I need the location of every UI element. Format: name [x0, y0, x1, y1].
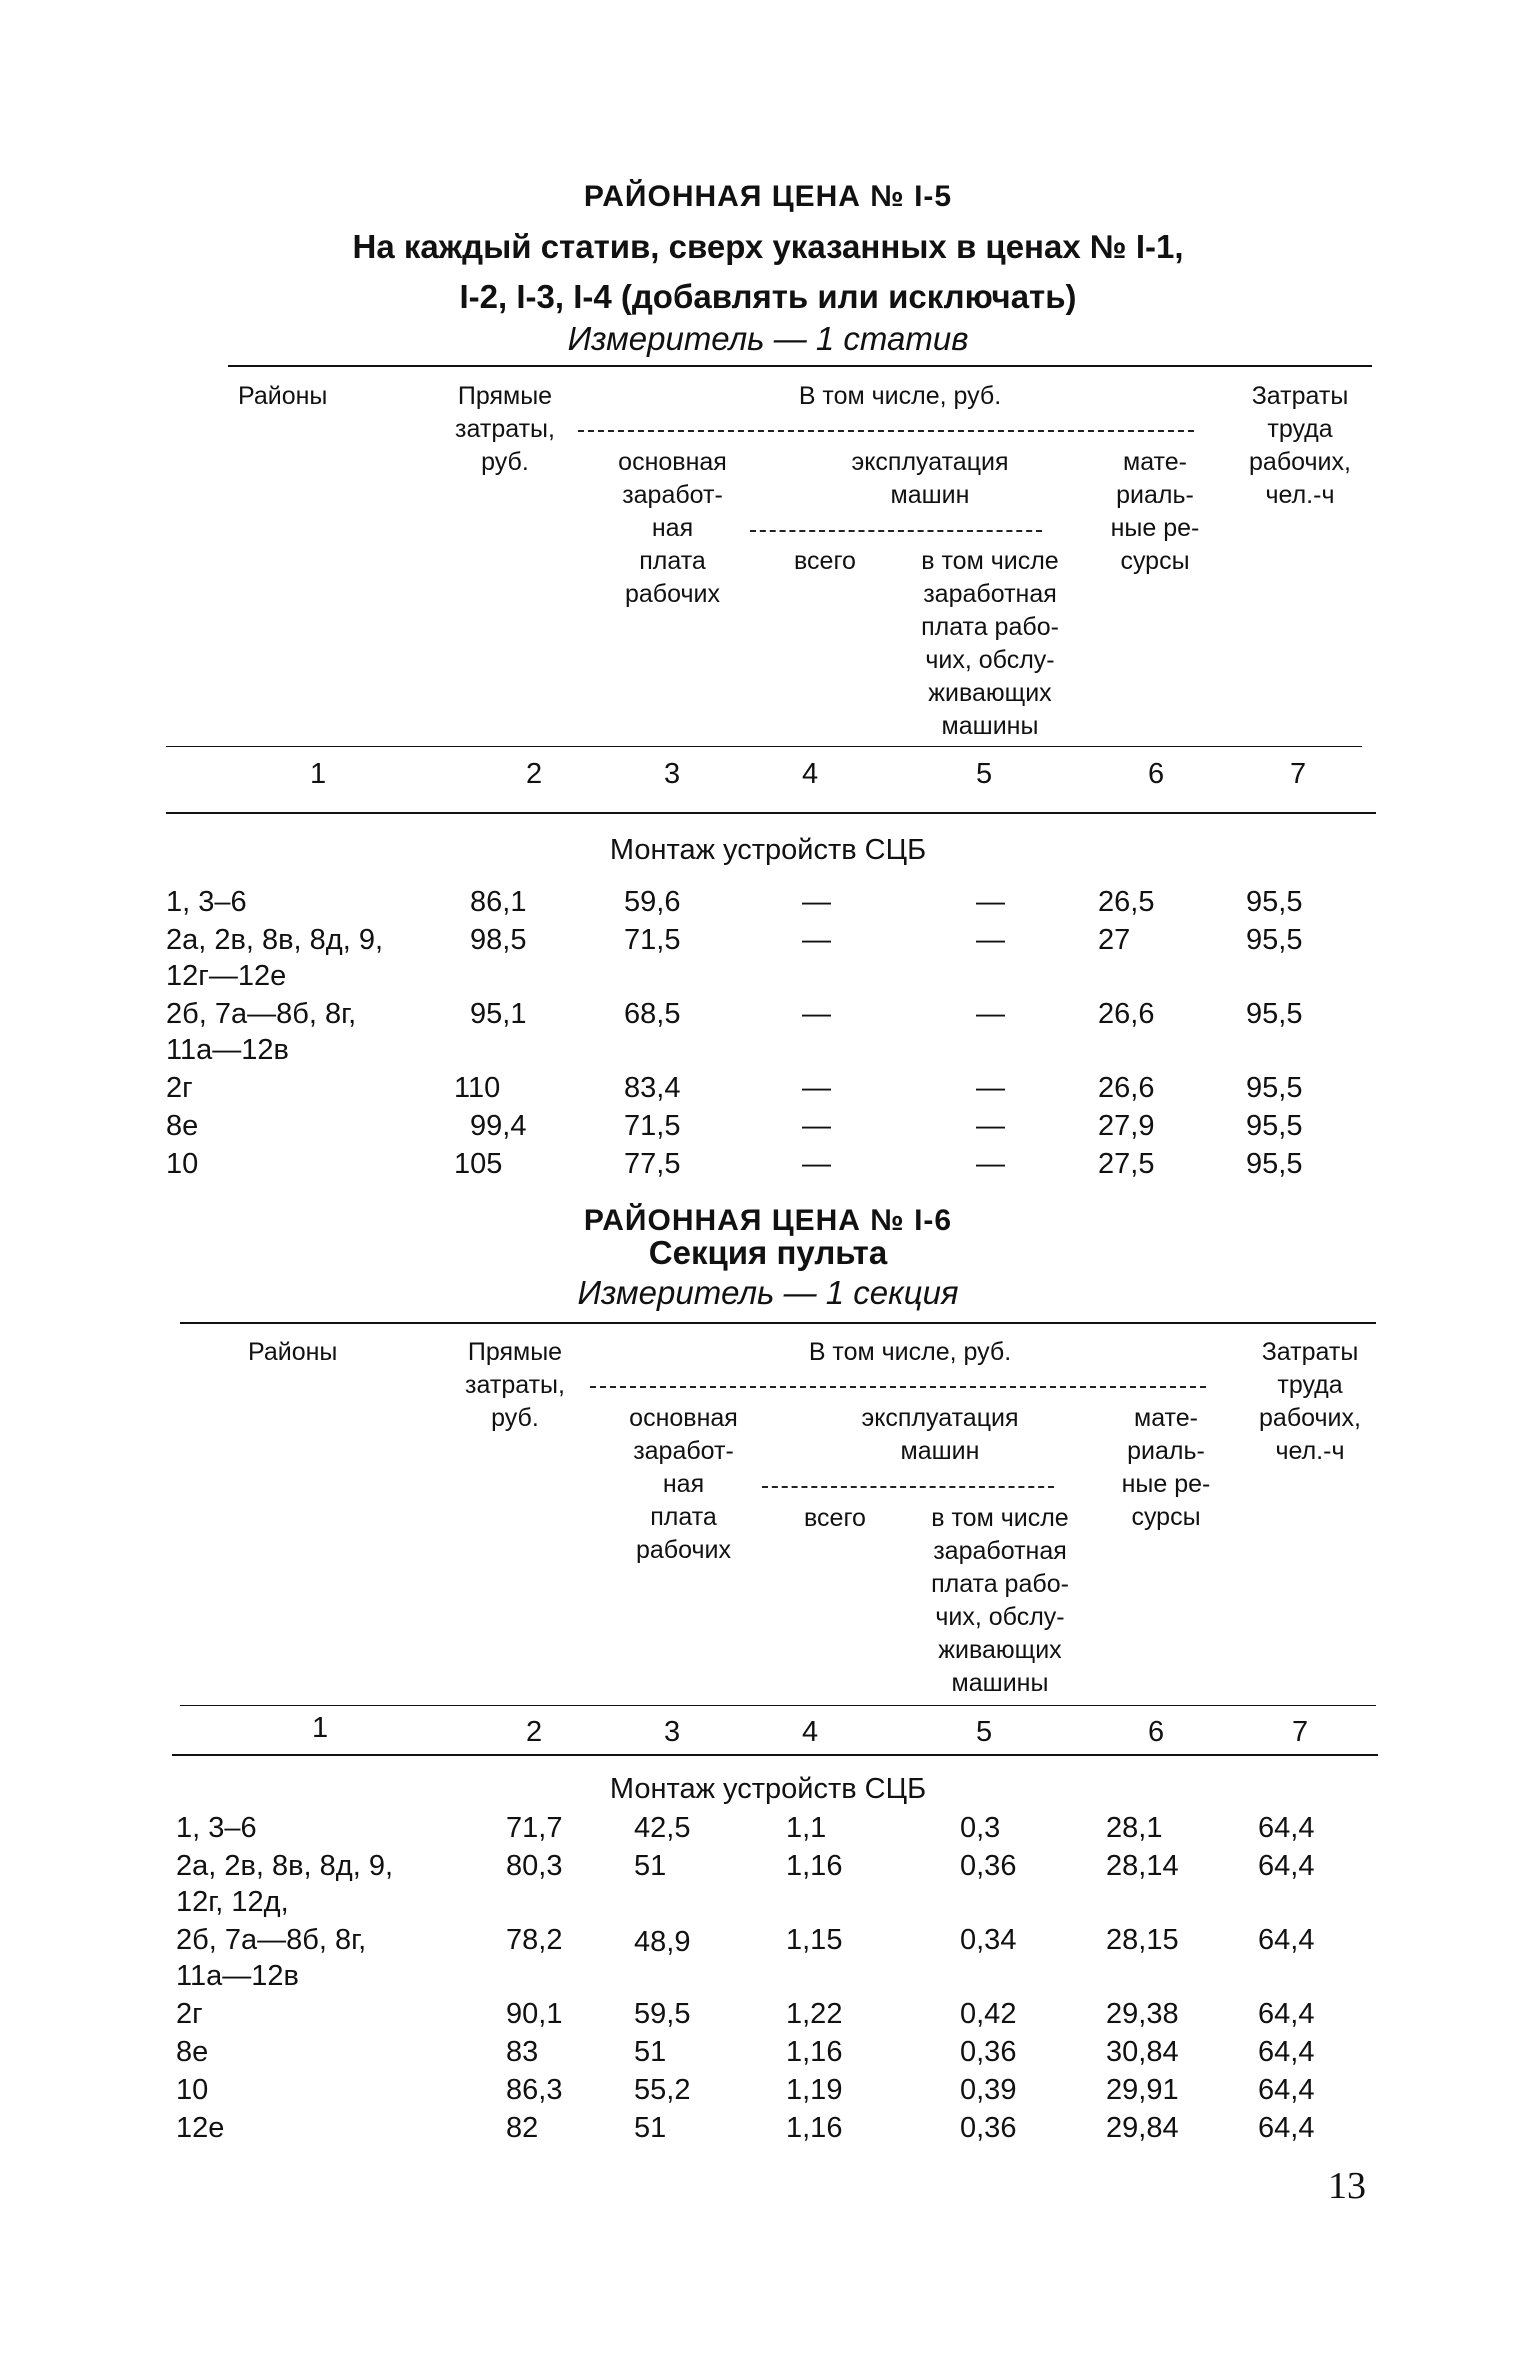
cell-direct: 95,1 — [470, 998, 527, 1030]
col-header-machines-wage: в том числе заработная плата рабо- чих, обслу- живающих машины — [921, 547, 1059, 740]
col-number: 4 — [802, 758, 819, 790]
cell-labor: 95,5 — [1246, 1072, 1303, 1104]
section-1-subtitle-line-2: І-2, І-3, І-4 (добавлять или исключать) — [459, 278, 1077, 315]
cell-district: 10 — [176, 2074, 209, 2106]
col-header-materials: мате- риаль- ные ре- сурсы — [1121, 1404, 1211, 1531]
cell-mach-total: 1,1 — [786, 1812, 827, 1844]
group-divider-dashed — [578, 430, 1194, 432]
col-number: 6 — [1148, 1716, 1165, 1748]
cell-mach-total: 1,16 — [786, 2112, 843, 2144]
cell-direct: 78,2 — [506, 1924, 563, 1956]
cell-mach-total: — — [802, 998, 831, 1030]
section-2-heading: РАЙОННАЯ ЦЕНА № І-6 — [583, 1204, 953, 1237]
cell-district: 2б, 7а—8б, 8г, — [176, 1924, 367, 1956]
cell-mach-wage: — — [976, 1110, 1005, 1142]
cell-materials: 29,38 — [1106, 1998, 1179, 2030]
col-header-base-wage: основная заработ- ная плата рабочих — [629, 1404, 738, 1564]
cell-labor: 95,5 — [1246, 886, 1303, 918]
cell-labor: 64,4 — [1258, 1998, 1315, 2030]
cell-wage: 51 — [634, 1850, 667, 1882]
col-number: 7 — [1292, 1716, 1309, 1748]
cell-labor: 64,4 — [1258, 2074, 1315, 2106]
cell-materials: 27 — [1098, 924, 1131, 956]
col-header-labor: Затраты труда рабочих, чел.-ч — [1249, 382, 1351, 509]
cell-mach-total: 1,16 — [786, 1850, 843, 1882]
section-1-numbers-rule — [166, 812, 1376, 814]
section-1-heading: РАЙОННАЯ ЦЕНА № І-5 — [583, 180, 953, 213]
col-header-direct-costs: Прямые затраты, руб. — [455, 382, 555, 476]
cell-mach-wage: 0,34 — [960, 1924, 1017, 1956]
cell-district-line-2: 12г, 12д, — [176, 1886, 289, 1918]
page-number: 13 — [1328, 2165, 1366, 2207]
cell-mach-total: — — [802, 924, 831, 956]
cell-materials: 29,91 — [1106, 2074, 1179, 2106]
cell-district-line-2: 11а—12в — [166, 1034, 289, 1066]
cell-labor: 64,4 — [1258, 2112, 1315, 2144]
cell-wage: 51 — [634, 2036, 667, 2068]
cell-direct: 80,3 — [506, 1850, 563, 1882]
col-header-labor: Затраты труда рабочих, чел.-ч — [1259, 1338, 1361, 1465]
col-header-materials: мате- риаль- ные ре- сурсы — [1110, 448, 1200, 575]
cell-mach-wage: 0,36 — [960, 2112, 1017, 2144]
cell-wage: 42,5 — [634, 1812, 691, 1844]
col-number: 3 — [664, 758, 681, 790]
cell-district: 2г — [166, 1072, 193, 1104]
cell-wage: 83,4 — [624, 1072, 681, 1104]
col-header-districts: Районы — [238, 382, 328, 410]
cell-direct: 86,3 — [506, 2074, 563, 2106]
col-group-header-including: В том числе, руб. — [808, 1338, 1012, 1366]
machines-divider-dashed — [750, 530, 1042, 532]
cell-mach-wage: 0,42 — [960, 1998, 1017, 2030]
col-group-header-machines: эксплуатация машин — [851, 448, 1009, 509]
cell-mach-total: — — [802, 886, 831, 918]
cell-materials: 28,1 — [1106, 1812, 1163, 1844]
cell-materials: 30,84 — [1106, 2036, 1179, 2068]
col-number: 5 — [976, 758, 993, 790]
col-number: 4 — [802, 1716, 819, 1748]
cell-district: 2б, 7а—8б, 8г, — [166, 998, 357, 1030]
section-2-group-title: Монтаж устройств СЦБ — [609, 1773, 927, 1805]
col-number: 3 — [664, 1716, 681, 1748]
col-number: 6 — [1148, 758, 1165, 790]
cell-direct: 83 — [506, 2036, 539, 2068]
cell-mach-total: 1,22 — [786, 1998, 843, 2030]
col-header-machines-total: всего — [794, 547, 856, 575]
cell-wage: 59,6 — [624, 886, 681, 918]
cell-direct: 99,4 — [470, 1110, 527, 1142]
section-2-numbers-rule — [172, 1754, 1378, 1756]
section-1-measure: Измеритель — 1 статив — [567, 320, 969, 357]
cell-mach-wage: 0,36 — [960, 1850, 1017, 1882]
cell-district: 1, 3–6 — [166, 886, 247, 918]
group-divider-dashed — [590, 1386, 1206, 1388]
col-header-base-wage: основная заработ- ная плата рабочих — [618, 448, 727, 608]
cell-direct: 105 — [454, 1148, 503, 1180]
cell-wage: 51 — [634, 2112, 667, 2144]
cell-materials: 26,6 — [1098, 1072, 1155, 1104]
col-group-header-including: В том числе, руб. — [798, 382, 1002, 410]
section-1-group-title: Монтаж устройств СЦБ — [609, 834, 927, 866]
cell-labor: 64,4 — [1258, 1924, 1315, 1956]
section-1-header-rule — [166, 746, 1362, 747]
col-group-header-machines: эксплуатация машин — [861, 1404, 1019, 1465]
cell-wage: 55,2 — [634, 2074, 691, 2106]
cell-mach-total: — — [802, 1072, 831, 1104]
cell-materials: 28,14 — [1106, 1850, 1179, 1882]
cell-wage: 68,5 — [624, 998, 681, 1030]
cell-district: 2а, 2в, 8в, 8д, 9, — [166, 924, 384, 956]
col-number: 7 — [1290, 758, 1307, 790]
cell-direct: 110 — [454, 1072, 501, 1104]
cell-mach-total: 1,15 — [786, 1924, 843, 1956]
cell-wage: 77,5 — [624, 1148, 681, 1180]
cell-district: 10 — [166, 1148, 199, 1180]
cell-direct: 86,1 — [470, 886, 527, 918]
col-header-machines-total: всего — [804, 1504, 866, 1532]
cell-labor: 95,5 — [1246, 1148, 1303, 1180]
cell-mach-total: — — [802, 1110, 831, 1142]
cell-direct: 90,1 — [506, 1998, 563, 2030]
cell-district: 2г — [176, 1998, 203, 2030]
cell-materials: 26,6 — [1098, 998, 1155, 1030]
col-number: 1 — [310, 758, 327, 790]
cell-wage: 71,5 — [624, 1110, 681, 1142]
cell-mach-wage: 0,36 — [960, 2036, 1017, 2068]
section-2-header-rule — [180, 1705, 1376, 1706]
col-number: 2 — [526, 1716, 543, 1748]
cell-district: 8е — [166, 1110, 199, 1142]
col-header-direct-costs: Прямые затраты, руб. — [465, 1338, 565, 1432]
cell-district-line-2: 11а—12в — [176, 1960, 299, 1992]
cell-mach-wage: 0,39 — [960, 2074, 1017, 2106]
cell-mach-wage: — — [976, 1148, 1005, 1180]
cell-wage: 59,5 — [634, 1998, 691, 2030]
cell-materials: 27,5 — [1098, 1148, 1155, 1180]
section-1-subtitle-line-1: На каждый статив, сверх указанных в ценах № І-1, — [352, 228, 1184, 265]
cell-mach-total: 1,16 — [786, 2036, 843, 2068]
section-2-top-rule — [180, 1322, 1376, 1324]
cell-direct: 71,7 — [506, 1812, 563, 1844]
cell-materials: 28,15 — [1106, 1924, 1179, 1956]
cell-mach-wage: — — [976, 1072, 1005, 1104]
cell-materials: 26,5 — [1098, 886, 1155, 918]
section-2-subtitle: Секция пульта — [648, 1234, 888, 1271]
col-number: 1 — [312, 1712, 329, 1744]
section-1-top-rule — [228, 365, 1372, 367]
cell-materials: 29,84 — [1106, 2112, 1179, 2144]
cell-district-line-2: 12г—12е — [166, 960, 287, 992]
cell-district: 8е — [176, 2036, 209, 2068]
cell-mach-wage: — — [976, 998, 1005, 1030]
col-header-districts: Районы — [248, 1338, 338, 1366]
cell-mach-wage: — — [976, 886, 1005, 918]
section-2-measure: Измеритель — 1 секция — [577, 1274, 959, 1311]
cell-direct: 82 — [506, 2112, 539, 2144]
col-number: 2 — [526, 758, 543, 790]
cell-labor: 95,5 — [1246, 1110, 1303, 1142]
cell-labor: 64,4 — [1258, 1850, 1315, 1882]
cell-labor: 95,5 — [1246, 998, 1303, 1030]
cell-materials: 27,9 — [1098, 1110, 1155, 1142]
cell-district: 1, 3–6 — [176, 1812, 257, 1844]
cell-labor: 64,4 — [1258, 2036, 1315, 2068]
cell-district: 2а, 2в, 8в, 8д, 9, — [176, 1850, 394, 1882]
cell-wage: 71,5 — [624, 924, 681, 956]
cell-district: 12е — [176, 2112, 225, 2144]
cell-mach-wage: 0,3 — [960, 1812, 1001, 1844]
cell-mach-total: 1,19 — [786, 2074, 843, 2106]
col-header-machines-wage: в том числе заработная плата рабо- чих, обслу- живающих машины — [931, 1504, 1069, 1697]
cell-mach-wage: — — [976, 924, 1005, 956]
col-number: 5 — [976, 1716, 993, 1748]
cell-wage: 48,9 — [634, 1926, 691, 1958]
machines-divider-dashed — [762, 1486, 1054, 1488]
cell-labor: 95,5 — [1246, 924, 1303, 956]
cell-mach-total: — — [802, 1148, 831, 1180]
cell-labor: 64,4 — [1258, 1812, 1315, 1844]
cell-direct: 98,5 — [470, 924, 527, 956]
